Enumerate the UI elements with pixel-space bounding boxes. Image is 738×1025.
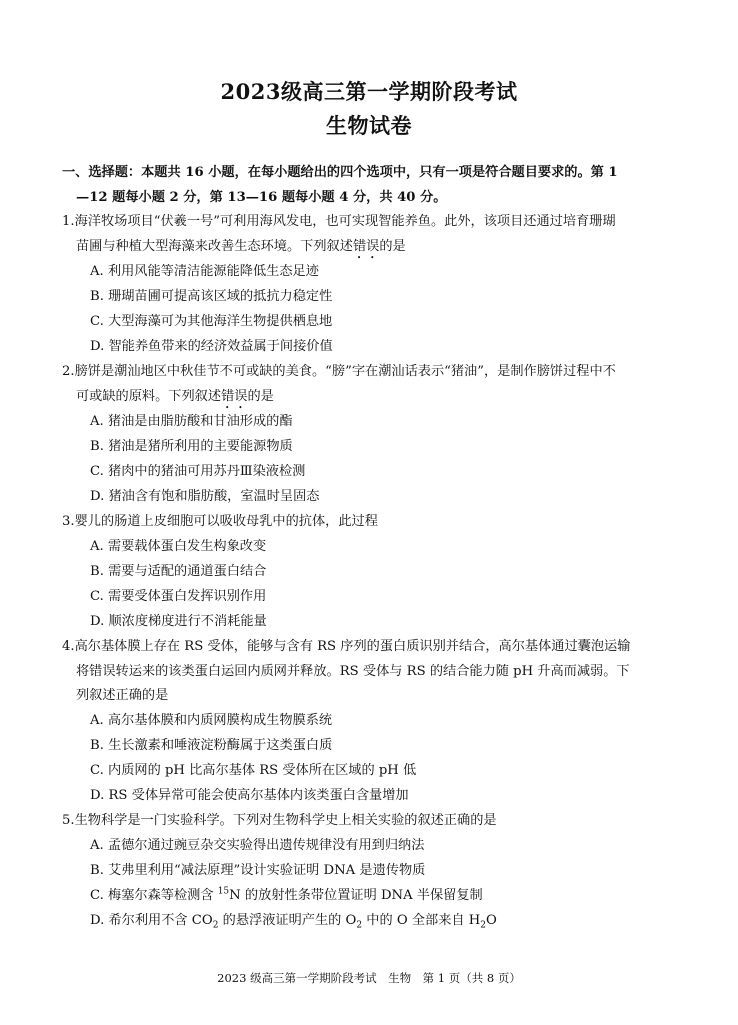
question-3 [62, 510, 672, 535]
option-5a: A. 孟德尔通过豌豆杂交实验得出遗传规律没有用到归纳法 [90, 838, 425, 853]
question-stem-line [62, 235, 672, 262]
question-stem-line: 3.婴儿的肠道上皮细胞可以吸收母乳中的抗体，此过程 [62, 514, 378, 529]
option-5d [90, 911, 497, 931]
option-3b: B. 需要与适配的通道蛋白结合 [90, 564, 267, 579]
subscript: 2 [212, 920, 219, 931]
option-3d: D. 顺浓度梯度进行不消耗能量 [90, 614, 267, 629]
option-4a: A. 高尔基体膜和内质网膜构成生物膜系统 [90, 713, 333, 728]
question-5 [62, 809, 672, 834]
option-2b: B. 猪油是猪所利用的主要能源物质 [90, 439, 293, 454]
exam-subtitle: 生物试卷 [326, 113, 412, 138]
question-stem-line [62, 385, 672, 412]
option-3a: A. 需要载体蛋白发生构象改变 [90, 539, 267, 554]
question-stem-line: 5.生物科学是一门实验科学。下列对生物科学史上相关实验的叙述正确的是 [62, 813, 497, 828]
option-2a: A. 猪油是由脂肪酸和甘油形成的酯 [90, 414, 293, 429]
section-instructions [62, 160, 682, 210]
page-footer: 2023 级高三第一学期阶段考试 生物 第 1 页（共 8 页） [217, 971, 521, 985]
question-stem-line: 列叙述正确的是 [76, 688, 169, 703]
option-1d: D. 智能养鱼带来的经济效益属于间接价值 [90, 339, 333, 354]
stem-text: 的是 [379, 238, 406, 254]
option-2c: C. 猪肉中的猪油可用苏丹Ⅲ染液检测 [90, 464, 306, 479]
option-5b: B. 艾弗里利用“减法原理”设计实验证明 DNA 是遗传物质 [90, 863, 426, 878]
option-3c: C. 需要受体蛋白发挥识别作用 [90, 589, 267, 604]
option-4c: C. 内质网的 pH 比高尔基体 RS 受体所在区域的 pH 低 [90, 763, 417, 778]
exam-title: 2023级高三第一学期阶段考试 [220, 79, 518, 104]
option-5c [90, 886, 483, 906]
question-2 [62, 360, 672, 412]
stem-text: 的是 [247, 388, 274, 404]
section-line-1: 一、选择题：本题共 16 小题，在每小题给出的四个选项中，只有一项是符合题目要求的。第 1 [62, 165, 618, 180]
option-text: D. 希尔利用不含 CO [90, 913, 213, 928]
option-text: C. 梅塞尔森等检测含 [90, 888, 218, 903]
question-1 [62, 210, 672, 262]
subscript: 2 [480, 920, 487, 931]
stem-text: 可或缺的原料。下列叙述 [76, 388, 222, 404]
stem-text: 苗圃与种植大型海藻来改善生态环境。下列叙述 [76, 238, 353, 254]
question-stem-line: 将错误转运来的该类蛋白运回内质网并释放。RS 受体与 RS 的结合能力随 pH 升高而减弱。下 [76, 663, 630, 679]
question-stem-line: 4.高尔基体膜上存在 RS 受体，能够与含有 RS 序列的蛋白质识别并结合，高尔基体通过囊泡运输 [62, 639, 631, 654]
option-1b: B. 珊瑚苗圃可提高该区域的抵抗力稳定性 [90, 289, 333, 304]
question-stem-line: 2.膀饼是潮汕地区中秋佳节不可或缺的美食。“膀”字在潮汕话表示“猪油”，是制作膀饼过程中不 [62, 364, 616, 379]
section-line-2: —12 题每小题 2 分，第 13—16 题每小题 4 分，共 40 分。 [76, 190, 447, 205]
emphasis-text: 错误 [352, 238, 380, 254]
superscript: 15 [217, 886, 230, 897]
option-text: N 的放射性条带位置证明 DNA 半保留复制 [229, 888, 483, 903]
option-text: 的悬浮液证明产生的 O [218, 913, 357, 928]
option-4d: D. RS 受体异常可能会使高尔基体内该类蛋白含量增加 [90, 788, 409, 803]
option-1c: C. 大型海藻可为其他海洋生物提供栖息地 [90, 314, 333, 329]
option-2d: D. 猪油含有饱和脂肪酸，室温时呈固态 [90, 489, 320, 504]
question-4 [62, 635, 672, 709]
option-text: O [486, 913, 497, 928]
option-1a: A. 利用风能等清洁能源能降低生态足迹 [90, 264, 319, 279]
subscript: 2 [356, 920, 363, 931]
option-4b: B. 生长激素和唾液淀粉酶属于这类蛋白质 [90, 738, 333, 753]
question-stem-line: 1.海洋牧场项目“伏羲一号”可利用海风发电，也可实现智能养鱼。此外，该项目还通过培育珊瑚 [62, 214, 616, 229]
emphasis-text: 错误 [221, 388, 248, 404]
option-text: 中的 O 全部来自 H [362, 913, 481, 928]
